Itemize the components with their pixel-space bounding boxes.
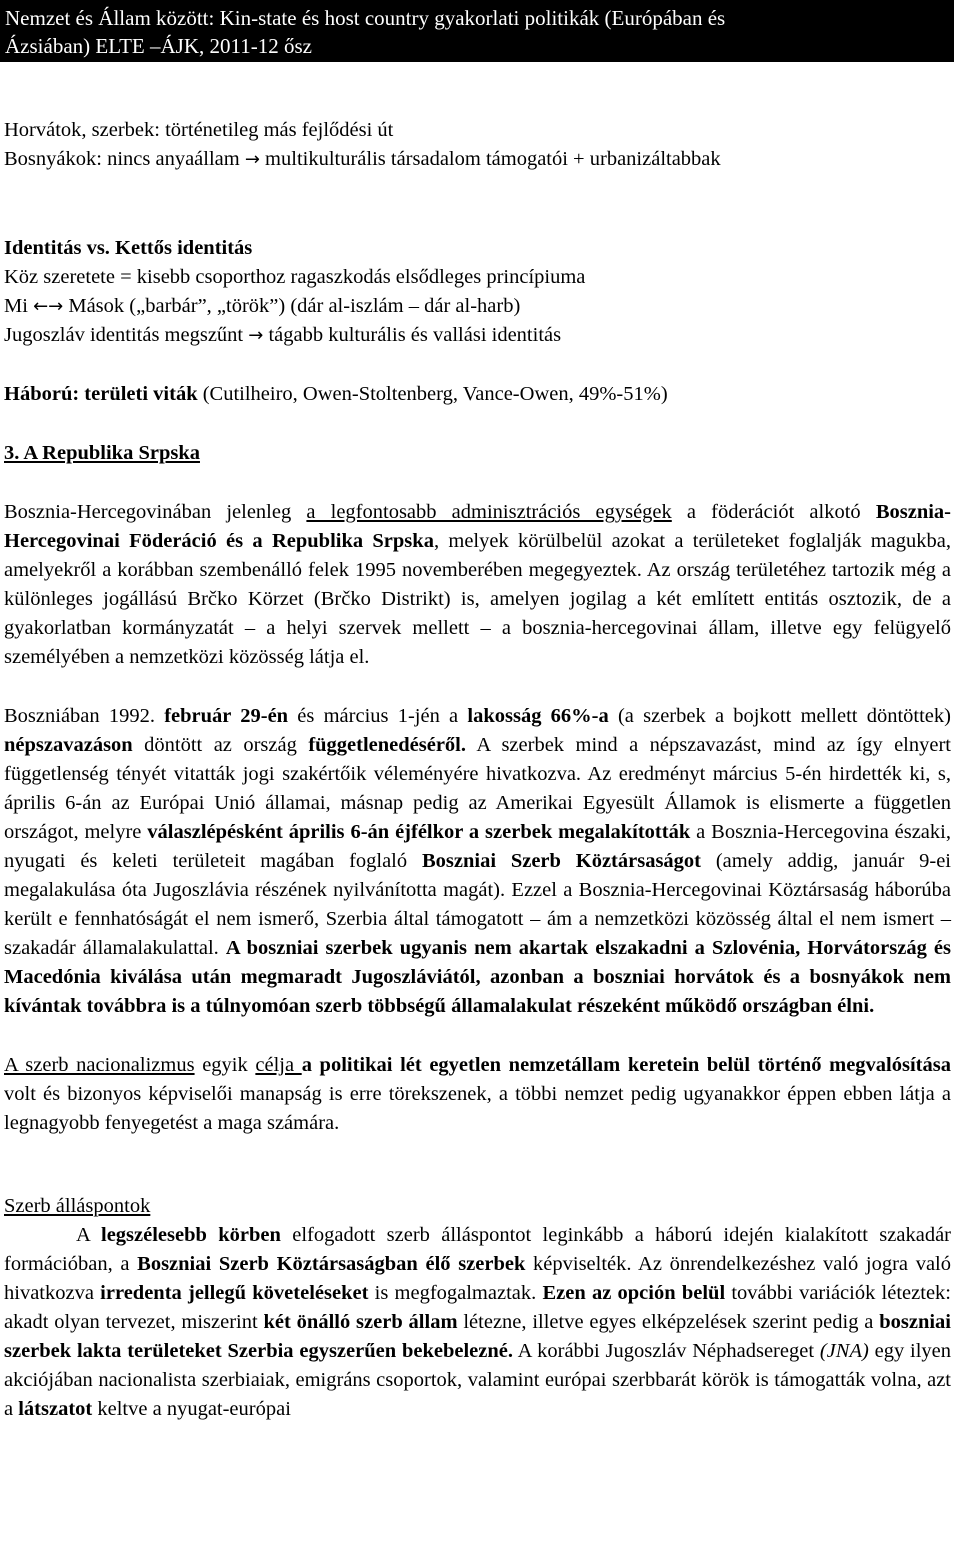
- identity-line-2: Mi ←→ Mások („barbár”, „török”) (dár al-iszlám – dár al-harb): [4, 295, 521, 317]
- war-line: Háború: területi viták (Cutilheiro, Owen-Stoltenberg, Vance-Owen, 49%-51%): [4, 383, 668, 405]
- paragraph-nationalism: A szerb nacionalizmus egyik célja a politikai lét egyetlen nemzetállam keretein belül történő megvalósítása volt és bizonyos képviselői manapság is erre törekszenek, a többi nemzet pedig ugyanakkor éppen ebben látja a legnagyobb fenyegetést a maga számára.: [4, 1054, 951, 1134]
- header-line-2: Ázsiában) ELTE –ÁJK, 2011-12 ősz: [5, 34, 312, 58]
- arrow-right-icon: →: [248, 325, 264, 346]
- header-line-1: Nemzet és Állam között: Kin-state és host country gyakorlati politikák (Európában és: [5, 6, 726, 30]
- section-3-heading: 3. A Republika Srpska: [4, 442, 200, 464]
- arrow-both-icon: ←→: [33, 296, 64, 317]
- identity-line-1: Köz szeretete = kisebb csoporthoz ragaszkodás elsődleges princípiuma: [4, 266, 586, 288]
- identity-line-3: Jugoszláv identitás megszűnt → tágabb kulturális és vallási identitás: [4, 324, 562, 346]
- identity-heading: Identitás vs. Kettős identitás: [4, 237, 253, 259]
- document-header: [0, 0, 954, 62]
- arrow-right-icon: →: [244, 149, 260, 170]
- intro-line-1: Horvátok, szerbek: történetileg más fejlődési út: [4, 119, 394, 141]
- intro-line-2: Bosnyákok: nincs anyaállam → multikulturális társadalom támogatói + urbanizáltabbak: [4, 148, 721, 170]
- paragraph-entities: Bosznia-Hercegovinában jelenleg a legfontosabb adminisztrációs egységek a föderációt alkotó Bosznia-Hercegovinai Föderáció és a Republika Srpska, melyek körülbelül azokat a területeket foglalják magukba, amelyekről a korábban szembenálló felek 1995 novemberében megegyeztek. Az ország területéhez tartozik még a különleges jogállású Brčko Körzet (Brčko Distrikt) is, amelyen jogilag a két említett entitás osztozik, de a gyakorlatban kormányzatát – a helyi szervek mellett – a bosznia-hercegovinai állam, illetve egy felügyelő személyében a nemzetközi közösség látja el.: [4, 501, 952, 668]
- paragraph-serb-positions: A legszélesebb körben elfogadott szerb álláspontot leginkább a háború idején kialakított szakadár formációban, a Boszniai Szerb Köztársaságban élő szerbek képviselték. Az önrendelkezéshez való jogra való hivatkozva irredenta jellegű követeléseket is megfogalmaztak. Ezen az opción belül további variációk léteztek: akadt olyan tervezet, miszerint két önálló szerb állam létezne, illetve egyes elképzelések szerint pedig a boszniai szerbek lakta területeket Szerbia egyszerűen bekebelezné. A korábbi Jugoszláv Néphadsereget (JNA) egy ilyen akciójában nacionalista szerbiaiak, emigráns csoportok, valamint európai szerbbarát körök is támogatták volna, azt a látszatot keltve a nyugat-európai: [4, 1224, 952, 1420]
- paragraph-independence: Boszniában 1992. február 29-én és március 1-jén a lakosság 66%-a (a szerbek a bojkott mellett döntöttek) népszavazáson döntött az ország függetlenedéséről. A szerbek mind a népszavazást, mind az így elnyert függetlenség tényét vitatták jogi szakértőik véleményére hivatkozva. Az eredményt március 5-én hirdették ki, s, április 6-án az Európai Unió államai, másnap pedig az Amerikai Egyesült Államok is elismerte a független országot, melyre válaszlépésként április 6-án éjfélkor a szerbek megalakították a Bosznia-Hercegovina északi, nyugati és keleti területeit magában foglaló Boszniai Szerb Köztársaságot (amely addig, január 9-ei megalakulása óta Jugoszlávia részének nyilvánította magát). Ezzel a Bosznia-Hercegovinai Köztársaság háborúba került e fennhatóságát el nem ismerő, Szerbia által támogatott – ám a nemzetközi közösség által el nem ismert – szakadár államalakulattal. A boszniai szerbek ugyanis nem akartak elszakadni a Szlovénia, Horvátország és Macedónia kiválása után megmaradt Jugoszláviától, azonban a boszniai horvátok és a bosnyákok nem kívántak továbbra is a túlnyomóan szerb többségű államalakulat részeként működő országban élni.: [4, 705, 952, 1017]
- identity-block: [4, 234, 951, 350]
- serb-positions-heading: Szerb álláspontok: [4, 1195, 151, 1217]
- intro-block: [4, 116, 951, 174]
